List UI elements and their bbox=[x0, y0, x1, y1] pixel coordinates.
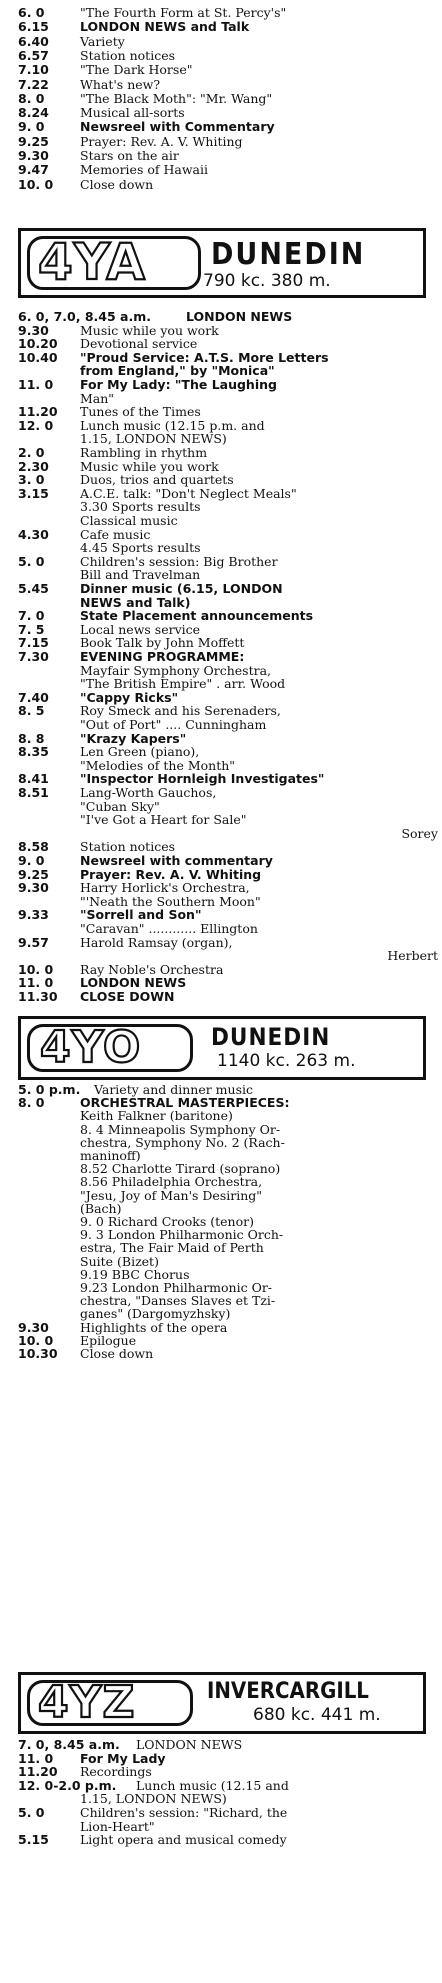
programme-title: Suite (Bizet) bbox=[80, 1253, 159, 1269]
programme-title: "Inspector Hornleigh Investigates" bbox=[80, 771, 325, 787]
programme-time: 10. 0 bbox=[18, 1332, 54, 1348]
programme-title: "Caravan" ............ Ellington bbox=[80, 921, 258, 936]
programme-title: "Out of Port" .... Cunningham bbox=[80, 717, 267, 732]
programme-title: "'Neath the Southern Moon" bbox=[80, 893, 261, 909]
station-logo-4yo bbox=[27, 1024, 193, 1072]
programme-row bbox=[18, 446, 438, 460]
programme-title: (Bach) bbox=[80, 1200, 122, 1216]
logo-text: 4YA bbox=[38, 233, 146, 291]
programme-row bbox=[18, 6, 438, 20]
programme-time: 9.30 bbox=[18, 148, 49, 163]
programme-title: Epilogue bbox=[80, 1332, 137, 1348]
station-city: DUNEDIN bbox=[211, 237, 366, 272]
programme-title: NEWS and Talk) bbox=[80, 594, 191, 610]
programme-title: Stars on the air bbox=[80, 148, 179, 163]
programme-row bbox=[18, 1738, 438, 1752]
station-city: INVERCARGILL bbox=[207, 1679, 369, 1704]
programme-time: 5. 0 bbox=[18, 553, 45, 569]
programme-title: Newsreel with commentary bbox=[80, 853, 273, 868]
programme-row bbox=[18, 582, 438, 596]
programme-time: 7. 5 bbox=[18, 621, 45, 637]
programme-row bbox=[18, 854, 438, 868]
programme-time: 9.25 bbox=[18, 133, 49, 149]
programme-time: 11. 0 bbox=[18, 975, 54, 991]
programme-title: Prayer: Rev. A. V. Whiting bbox=[80, 866, 262, 882]
programme-title: Children's session: "Richard, the bbox=[80, 1805, 288, 1820]
programme-row bbox=[18, 1833, 438, 1847]
programme-title: State Placement announcements bbox=[80, 608, 314, 624]
programme-title: 9. 3 London Philharmonic Orch- bbox=[80, 1227, 284, 1243]
programme-title: "The Dark Horse" bbox=[80, 62, 193, 78]
programme-title: LONDON NEWS bbox=[136, 1737, 243, 1752]
programme-title: Devotional service bbox=[80, 336, 198, 352]
programme-time: 9.30 bbox=[18, 880, 49, 896]
programme-time: 6. 0 bbox=[18, 5, 45, 20]
programme-title: 9.23 London Philharmonic Or- bbox=[80, 1280, 273, 1295]
programme-title: Children's session: Big Brother bbox=[80, 553, 278, 569]
programme-time: 5.45 bbox=[18, 581, 49, 596]
programme-time: 5.15 bbox=[18, 1832, 49, 1848]
programme-row bbox=[18, 178, 438, 192]
programme-time: 8.24 bbox=[18, 105, 49, 121]
programme-time: 7.30 bbox=[18, 649, 49, 664]
programme-title: LONDON NEWS bbox=[80, 975, 187, 991]
programme-time: 5. 0 p.m. bbox=[18, 1082, 81, 1097]
programme-time: 12. 0 bbox=[18, 417, 54, 433]
programme-time: 11. 0 bbox=[18, 377, 54, 392]
programme-time: 6.40 bbox=[18, 33, 49, 49]
programme-row bbox=[18, 49, 438, 63]
programme-row bbox=[18, 990, 438, 1004]
station-frequency: 790 kc. 380 m. bbox=[203, 271, 331, 291]
programme-title: Musical all-sorts bbox=[80, 105, 185, 121]
programme-title: chestra, Symphony No. 2 (Rach- bbox=[80, 1134, 285, 1150]
programme-title: 1.15, LONDON NEWS) bbox=[80, 431, 227, 447]
programme-time: 9. 0 bbox=[18, 853, 45, 868]
programme-title: Lang-Worth Gauchos, bbox=[80, 785, 217, 800]
programme-title: ganes" (Dargomyzhsky) bbox=[80, 1306, 231, 1322]
logo-text: 4YO bbox=[40, 1022, 142, 1073]
programme-title: LONDON NEWS bbox=[186, 309, 293, 324]
programme-row bbox=[18, 135, 438, 149]
programme-row bbox=[18, 78, 438, 92]
programme-row bbox=[18, 20, 438, 34]
programme-title: 8. 4 Minneapolis Symphony Or- bbox=[80, 1121, 281, 1137]
programme-title: Memories of Hawaii bbox=[80, 162, 208, 178]
programme-row bbox=[18, 92, 438, 106]
programme-title: "Cuban Sky" bbox=[80, 798, 160, 814]
programme-time: 11.20 bbox=[18, 404, 58, 420]
programme-time: 4.30 bbox=[18, 526, 49, 542]
programme-time: 9.30 bbox=[18, 322, 49, 338]
programme-title: 9.19 BBC Chorus bbox=[80, 1266, 190, 1282]
programme-title: "Proud Service: A.T.S. More Letters bbox=[80, 349, 329, 365]
programme-title: Keith Falkner (baritone) bbox=[80, 1108, 233, 1124]
programme-time: 9.33 bbox=[18, 907, 49, 923]
programme-time: 10. 0 bbox=[18, 176, 54, 192]
programme-time: 7. 0, 8.45 a.m. bbox=[18, 1737, 120, 1752]
programme-time: 9.30 bbox=[18, 1319, 49, 1335]
programme-title: Mayfair Symphony Orchestra, bbox=[80, 662, 271, 678]
programme-time: 5. 0 bbox=[18, 1805, 45, 1820]
programme-row bbox=[18, 163, 438, 177]
programme-time: 9.25 bbox=[18, 866, 49, 882]
logo-text: 4YZ bbox=[38, 1677, 136, 1728]
programme-title: EVENING PROGRAMME: bbox=[80, 649, 245, 664]
programme-time: 6. 0, 7.0, 8.45 a.m. bbox=[18, 309, 151, 324]
programme-time: 6.57 bbox=[18, 47, 49, 63]
programme-time: 10.40 bbox=[18, 349, 58, 365]
programme-title: "Cappy Ricks" bbox=[80, 689, 179, 705]
station-city: DUNEDIN bbox=[211, 1023, 331, 1051]
programme-title: Station notices bbox=[80, 47, 176, 63]
station-frequency: 680 kc. 441 m. bbox=[253, 1705, 381, 1725]
programme-row bbox=[18, 378, 438, 392]
programme-row bbox=[18, 936, 438, 950]
programme-title: Dinner music (6.15, LONDON bbox=[80, 581, 283, 596]
programme-time: 10. 0 bbox=[18, 961, 54, 977]
programme-time: 2. 0 bbox=[18, 445, 45, 460]
programme-title: Bill and Travelman bbox=[80, 567, 201, 583]
station-header-4yz bbox=[18, 1672, 426, 1734]
programme-time: 8.51 bbox=[18, 785, 49, 800]
programme-time: 3. 0 bbox=[18, 472, 45, 488]
programme-time: 9.47 bbox=[18, 162, 49, 178]
programme-row bbox=[18, 1806, 438, 1820]
programme-title: "The Fourth Form at St. Percy's" bbox=[80, 5, 287, 20]
programme-row bbox=[18, 813, 438, 827]
programme-title: Len Green (piano), bbox=[80, 744, 200, 760]
programme-time: 2.30 bbox=[18, 458, 49, 474]
programme-title: Prayer: Rev. A. V. Whiting bbox=[80, 133, 243, 149]
programme-time: 8.58 bbox=[18, 839, 49, 855]
programme-row bbox=[18, 310, 438, 324]
programme-title: "Melodies of the Month" bbox=[80, 757, 236, 773]
programme-time: 9.57 bbox=[18, 934, 49, 950]
programme-title: Man" bbox=[80, 390, 115, 406]
programme-title: Close down bbox=[80, 1346, 154, 1361]
programme-title: ORCHESTRAL MASTERPIECES: bbox=[80, 1095, 290, 1111]
programme-title: For My Lady bbox=[80, 1750, 166, 1766]
programme-title: chestra, "Danses Slaves et Tzi- bbox=[80, 1293, 276, 1309]
programme-title: Harry Horlick's Orchestra, bbox=[80, 880, 250, 896]
programme-row bbox=[18, 786, 438, 800]
programme-title: Cafe music bbox=[80, 526, 151, 542]
programme-title: Tunes of the Times bbox=[80, 404, 201, 420]
programme-title: Variety bbox=[80, 33, 125, 49]
station-header-4ya bbox=[18, 228, 426, 298]
programme-time: 7.40 bbox=[18, 689, 49, 705]
programme-title: Local news service bbox=[80, 621, 201, 637]
programme-title: Music while you work bbox=[80, 322, 219, 338]
programme-time: 7.15 bbox=[18, 635, 49, 651]
programme-title: Recordings bbox=[80, 1764, 152, 1780]
programme-row bbox=[18, 514, 438, 528]
programme-title: Variety and dinner music bbox=[94, 1082, 254, 1097]
programme-title: 8.56 Philadelphia Orchestra, bbox=[80, 1174, 263, 1190]
programme-time: 7.10 bbox=[18, 62, 49, 78]
programme-title: "The British Empire" . arr. Wood bbox=[80, 676, 286, 692]
programme-title: Harold Ramsay (organ), bbox=[80, 934, 233, 950]
programme-time: 8.41 bbox=[18, 771, 49, 787]
programme-title: 4.45 Sports results bbox=[80, 540, 201, 556]
programme-time: 10.20 bbox=[18, 336, 58, 352]
programme-title: "Sorrell and Son" bbox=[80, 907, 202, 923]
programme-title: LONDON NEWS and Talk bbox=[80, 19, 250, 35]
programme-title: estra, The Fair Maid of Perth bbox=[80, 1240, 264, 1256]
station-header-4yo bbox=[18, 1016, 426, 1080]
programme-title: For My Lady: "The Laughing bbox=[80, 377, 277, 392]
programme-title: Classical music bbox=[80, 513, 178, 528]
programme-row bbox=[18, 35, 438, 49]
programme-time: 9. 0 bbox=[18, 119, 45, 135]
programme-title: Herbert bbox=[387, 948, 438, 964]
programme-title: Highlights of the opera bbox=[80, 1319, 228, 1335]
programme-title: Light opera and musical comedy bbox=[80, 1832, 287, 1848]
programme-row bbox=[18, 120, 438, 134]
programme-title: Lion-Heart" bbox=[80, 1818, 155, 1834]
programme-title: Rambling in rhythm bbox=[80, 445, 208, 460]
programme-row bbox=[18, 1347, 438, 1361]
programme-title: 8.52 Charlotte Tirard (soprano) bbox=[80, 1161, 281, 1177]
programme-time: 8. 0 bbox=[18, 90, 45, 106]
programme-title: What's new? bbox=[80, 76, 161, 92]
programme-title: Newsreel with Commentary bbox=[80, 119, 275, 135]
programme-title: 1.15, LONDON NEWS) bbox=[80, 1791, 227, 1807]
programme-row bbox=[18, 650, 438, 664]
programme-title: Sorey bbox=[401, 825, 438, 841]
programme-time: 8. 8 bbox=[18, 730, 45, 746]
programme-time: 8.35 bbox=[18, 744, 49, 760]
programme-time: 8. 0 bbox=[18, 1095, 45, 1111]
programme-title: CLOSE DOWN bbox=[80, 989, 175, 1004]
programme-title: Lunch music (12.15 and bbox=[136, 1777, 289, 1793]
programme-title: Book Talk by John Moffett bbox=[80, 635, 245, 651]
programme-title: Duos, trios and quartets bbox=[80, 472, 234, 488]
programme-time: 6.15 bbox=[18, 19, 49, 35]
programme-title: 9. 0 Richard Crooks (tenor) bbox=[80, 1214, 254, 1229]
programme-title: "The Black Moth": "Mr. Wang" bbox=[80, 90, 273, 106]
programme-time: 11.30 bbox=[18, 989, 58, 1004]
programme-time: 3.15 bbox=[18, 485, 49, 501]
programme-row bbox=[18, 63, 438, 77]
programme-title: Lunch music (12.15 p.m. and bbox=[80, 417, 265, 433]
station-logo-4ya bbox=[27, 233, 201, 291]
programme-title: A.C.E. talk: "Don't Neglect Meals" bbox=[80, 485, 297, 501]
programme-row bbox=[18, 149, 438, 163]
programme-title: from England," by "Monica" bbox=[80, 363, 275, 379]
programme-title: Station notices bbox=[80, 839, 176, 855]
programme-row bbox=[18, 718, 438, 732]
programme-title: "I've Got a Heart for Sale" bbox=[80, 812, 247, 828]
programme-time: 10.30 bbox=[18, 1346, 58, 1361]
programme-time: 7. 0 bbox=[18, 608, 45, 624]
programme-title: "Jesu, Joy of Man's Desiring" bbox=[80, 1187, 263, 1203]
programme-title: 3.30 Sports results bbox=[80, 499, 201, 515]
programme-time: 11.20 bbox=[18, 1764, 58, 1780]
programme-time: 8. 5 bbox=[18, 703, 45, 719]
programme-time: 7.22 bbox=[18, 76, 49, 92]
programme-title: maninoff) bbox=[80, 1148, 141, 1163]
programme-title: "Krazy Kapers" bbox=[80, 730, 187, 746]
programme-row bbox=[18, 922, 438, 936]
programme-row bbox=[18, 106, 438, 120]
programme-title: Close down bbox=[80, 176, 154, 192]
programme-title: Ray Noble's Orchestra bbox=[80, 961, 224, 977]
programme-time: 11. 0 bbox=[18, 1750, 54, 1766]
programme-title: Music while you work bbox=[80, 458, 219, 474]
station-logo-4yz bbox=[27, 1677, 193, 1728]
programme-title: Roy Smeck and his Serenaders, bbox=[80, 703, 281, 719]
programme-time: 12. 0-2.0 p.m. bbox=[18, 1777, 117, 1793]
station-frequency: 1140 kc. 263 m. bbox=[217, 1051, 356, 1071]
